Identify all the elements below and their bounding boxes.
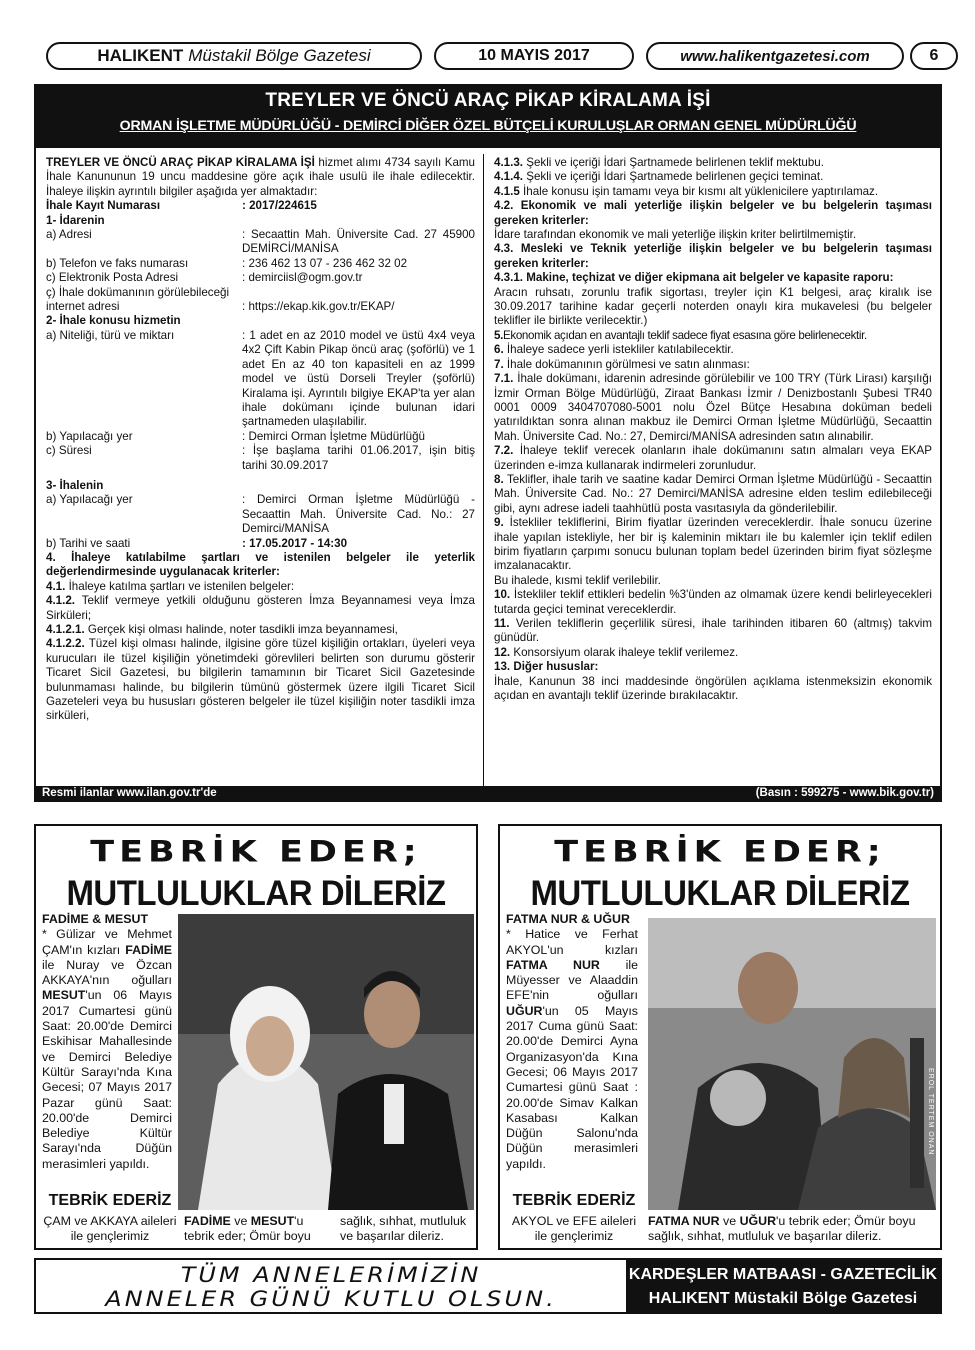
wishes-text-middle xyxy=(184,1214,334,1244)
item-7-2-text: İhaleye teklif verecek olanların ihale dokümanını satın almaları veya EKAP üzerinden e-imza kullanarak indirmeleri zorunludur. xyxy=(494,444,932,472)
item-4-1-5: 4.1.5 İhale konusu işin tamamı veya bir kısmı alt yüklenicilere yaptırılamaz. xyxy=(494,184,879,198)
docs-url-row xyxy=(46,286,475,315)
item-12: 12. Konsorsiyum olarak ihaleye teklif verilemez. xyxy=(494,645,739,659)
item-11: 11. Verilen tekliflerin geçerlilik süresi, ihale tarihinden itibaren 60 (altmış) takvim günüdür. xyxy=(494,617,932,645)
congrats-sign-text: TEBRİK EDERİZ xyxy=(48,1192,172,1209)
congrats-text xyxy=(506,912,638,1172)
email-row xyxy=(46,271,475,285)
congrats-text-c: 'un 06 Mayıs 2017 Cumartesi günü Saat: 20.00'de Demirci Eskihisar Mahallesinde ve Demirci Belediye Kültür Sarayı'nda Kına Gecesi; 07 Mayıs 2017 Pazar günü Saat: 20.00'de Demirci Belediye Kültür Sarayı'nda Düğün merasimleri yapıldı. xyxy=(42,988,172,1171)
item-4-2: 4.2. Ekonomik ve mali yeterliğe ilişkin belgeler ve bu belgelerin taşıması gereken kriterler: xyxy=(494,199,932,227)
item-9-b: Bu ihalede, kısmi teklif verilebilir. xyxy=(494,573,661,587)
docs-url-label: ç) İhale dokümanının görülebileceği internet adresi xyxy=(46,285,230,314)
phone-label: b) Telefon ve faks numarası xyxy=(46,256,189,270)
congrats-box-1 xyxy=(34,824,478,1250)
place-row xyxy=(46,430,475,444)
kayit-row xyxy=(46,199,475,213)
couple-photo xyxy=(648,918,936,1210)
families-text: ÇAM ve AKKAYA aileleri ile gençlerimiz xyxy=(43,1214,177,1243)
mothers-day-message xyxy=(36,1260,626,1312)
kayit-label: İhale Kayıt Numarası xyxy=(46,199,161,213)
notice-header xyxy=(36,86,940,148)
nature-value: : 1 adet en az 2010 model ve üstü 4x4 veya 4x2 Çift Kabin Pikap öncü araç (şoförlü) ve 1 adet En az 40 ton kapasiteli en az 1999 model ve üstü Dorseli Treyler (şoförlü) Kiralama işi. Ayrıntılı bilgiye EKAP'ta yer alan ihale dokümanı içinde bulunan idari şartnameden ulaşılabilir. xyxy=(242,328,475,429)
couple-names: FADİME & MESUT xyxy=(42,912,149,926)
printer-credit xyxy=(626,1260,940,1312)
congrats-text-c: 'un 05 Mayıs 2017 Cuma günü Saat: 20.00'de Demirci Ayna Organizasyon'da Kına Gecesi; 06 Mayıs 2017 Cumartesi günü Saat : 20.00'de Simav Kalkan Kasabası Kalkan Düğün Salonu'nda Düğün merasimleri yapıldı. xyxy=(506,1003,638,1171)
notice-intro xyxy=(46,156,475,199)
section-3: 3- İhalenin xyxy=(46,478,104,492)
item-4-1-2-2: 4.1.2.2. Tüzel kişi olması halinde, ilgisine göre tüzel kişiliğin ortakları, üyeleri veya kurucuları ile tüzel kişiliğin yönetimdeki görevlileri belirten son durumu gösterir Ticaret Sicil Gazetesi, bu bilgilerin tamamının bir Ticaret Sicil Gazetesinde bulunmaması halinde, bu bilgilerin tümünü göstermek üzere ilgili Ticaret Sicil Gazeteleri veya bu hususları gösteren belgeler ile tüzel kişiliğin noter tasdikli imza sirküleri, xyxy=(46,637,475,723)
item-5: 5.Ekonomik açıdan en avantajlı teklif sadece fiyat esasına göre belirlenecektir. xyxy=(494,328,867,342)
nature-label: a) Niteliği, türü ve miktarı xyxy=(46,328,175,342)
item-7-text: İhale dokümanının görülmesi ve satın alınması: xyxy=(506,357,750,371)
congrats-box-2 xyxy=(498,824,942,1250)
item-4-1-4: 4.1.4. Şekli ve içeriği İdari Şartnamede belirlenen geçici teminat. xyxy=(494,170,824,184)
duration-value: : İşe başlama tarihi 01.06.2017, işin bitiş tarihi 30.09.2017 xyxy=(242,444,475,472)
item-6-text: İhaleye sadece yerli istekliler katılabilecektir. xyxy=(506,343,734,357)
item-10: 10. İstekliler teklif ettikleri bedelin %3'ünden az olmamak üzere kendi belirleyecekleri tutarda geçici teminat vereceklerdir. xyxy=(494,588,932,616)
section-2: 2- İhale konusu hizmetin xyxy=(46,314,181,328)
item-4-1-2-text: Teklif vermeye yetkili olduğunu gösteren İmza Beyannamesi veya İmza Sirküleri; xyxy=(46,594,475,622)
phone-row xyxy=(46,257,475,271)
item-10-text: İstekliler teklif ettikleri bedelin %3'ünden az olmamak üzere kendi belirleyecekleri tutarda geçici teminat vereceklerdir. xyxy=(494,588,932,616)
notice-footer-right: (Basın : 599275 - www.bik.gov.tr) xyxy=(755,787,934,799)
tender-place-label: a) Yapılacağı yer xyxy=(46,493,133,507)
groom-name: MESUT xyxy=(42,988,86,1003)
item-4-2-text: İdare tarafından ekonomik ve mali yeterliğe ilişkin kriter belirtilmemiştir. xyxy=(494,228,857,242)
intro-bold: TREYLER VE ÖNCÜ ARAÇ PİKAP KİRALAMA İŞİ xyxy=(46,156,315,169)
issue-date: 10 MAYIS 2017 xyxy=(434,42,634,70)
notice-left-column xyxy=(36,154,484,786)
item-4-1-2-2-text: Tüzel kişi olması halinde, ilgisine göre tüzel kişiliğin ortakları, üyeleri veya kurucuları ile tüzel kişiliğin yönetimdeki görevlileri belirten son durumu gösterir Ticaret Sicil Gazetesi, bu bilgilerin tamamının bir Ticaret Sicil Gazetesinde bulunmaması halinde, bu bilgilerin tümünü göstermek üzere ilgili Ticaret Sicil Gazeteleri veya bu hususları gösteren belgeler ile tüzel kişiliğin noter tasdikli imza sirküleri, xyxy=(46,637,475,723)
wishes-and: ve xyxy=(230,1214,251,1228)
phone-value: : 236 462 13 07 - 236 462 32 02 xyxy=(242,256,408,270)
item-4-1-2-1-text: Gerçek kişi olması halinde, noter tasdikli imza beyannamesi, xyxy=(87,623,398,636)
notice-subtitle: ORMAN İŞLETME MÜDÜRLÜĞÜ - DEMİRCİ DİĞER ÖZEL BÜTÇELİ KURULUŞLAR ORMAN GENEL MÜDÜRLÜĞÜ xyxy=(119,118,857,134)
mothers-day-line-2: ANNELER GÜNÜ KUTLU OLSUN. xyxy=(105,1286,557,1312)
page-number: 6 xyxy=(910,42,958,70)
photo-credit: EROL TERTEM ONAN xyxy=(927,1068,934,1156)
paper-name xyxy=(46,42,422,70)
section-1: 1- İdarenin xyxy=(46,213,105,227)
tender-notice xyxy=(34,84,942,802)
item-13-text: İhale, Kanunun 38 inci maddesinde öngörülen açıklama istenmeksizin ekonomik açıdan en avantajlı teklif üzerinde bırakılacaktır. xyxy=(494,674,932,703)
tender-place-row xyxy=(46,493,475,536)
wishes-groom: UĞUR xyxy=(739,1214,777,1228)
wishes-bride: FADİME xyxy=(184,1214,231,1228)
item-7-2: 7.2. İhaleye teklif verecek olanların ihale dokümanını satın almaları veya EKAP üzerinden e-imza kullanarak indirmeleri zorunludur. xyxy=(494,444,932,472)
wishes-rest: 'u tebrik eder; Ömür boyu xyxy=(184,1214,311,1243)
item-4-1-2: 4.1.2. Teklif vermeye yetkili olduğunu gösteren İmza Beyannamesi veya İmza Sirküleri; xyxy=(46,594,475,622)
item-4-1-4-text: Şekli ve içeriği İdari Şartnamede belirlenen geçici teminat. xyxy=(526,170,824,184)
item-4-1: 4.1. İhaleye katılma şartları ve istenilen belgeler: xyxy=(46,579,295,593)
address-value: : Secaattin Mah. Üniversite Cad. 27 45900 DEMİRCİ/MANİSA xyxy=(242,228,475,256)
congrats-heading-2: MUTLULUKLAR DİLERİZ xyxy=(530,872,910,913)
couple-photo-illustration xyxy=(648,918,936,1210)
item-7-1: 7.1. İhale dokümanı, idarenin adresinde görülebilir ve 100 TRY (Türk Lirası) karşılığı İzmir Orman Bölge Müdürlüğü, Ziraat Bankası İzmir / Denizbostanlı Şubesi TR40 0001 0009 3404707080-5001 nolu Özel Bütçe Hesabına doküman bedeli yatırıldıktan sonra alınan makbuz ile Demirci Orman İşletme Müdürlüğü, Secaattin Mah. Üniversite Cad. No.: 27, Demirci/MANİSA adresinden satın alınabilir. xyxy=(494,372,932,443)
item-4-3: 4.3. Mesleki ve Teknik yeterliğe ilişkin belgeler ve bu belgelerin taşıması gereken kriterler: xyxy=(494,242,932,270)
notice-columns xyxy=(36,154,940,786)
item-8-text: Teklifler, ihale tarih ve saatine kadar Demirci Orman İşletme Müdürlüğü - Secaattin Mah. Üniversite Cad. No.: 27 Demirci/MANİSA adresine elden teslim edilebileceği gibi, aynı adrese iadeli taahhütlü posta vasıtasıyla da gönderilebilir. xyxy=(494,472,933,515)
paper-name-italic: Müstakil Bölge Gazetesi xyxy=(188,46,371,65)
wishes-text-right: sağlık, sıhhat, mutluluk ve başarılar dileriz. xyxy=(340,1214,467,1243)
item-13: 13. Diğer hususlar: xyxy=(494,660,599,674)
notice-right-column xyxy=(484,154,940,786)
wishes-groom: MESUT xyxy=(250,1214,295,1228)
wishes-and: ve xyxy=(719,1214,740,1228)
duration-row xyxy=(46,444,475,473)
address-label: a) Adresi xyxy=(46,228,92,242)
congrats-heading-2: MUTLULUKLAR DİLERİZ xyxy=(66,872,446,913)
printer-line-2: HALIKENT Müstakil Bölge Gazetesi xyxy=(648,1290,918,1307)
congrats-text-b: ile Müyesser ve Alaaddin EFE'nin oğulları xyxy=(506,957,639,1003)
item-8: 8. Teklifler, ihale tarih ve saatine kadar Demirci Orman İşletme Müdürlüğü - Secaattin Mah. Üniversite Cad. No.: 27 Demirci/MANİSA adresine elden teslim edilebileceği gibi, aynı adrese iadeli taahhütlü posta vasıtasıyla da gönderilebilir. xyxy=(494,472,933,515)
intro-text: hizmet alımı 4734 sayılı Kamu İhale Kanununun 19 uncu maddesine göre açık ihale usulü ile ihale edilecektir. İhaleye ilişkin ayrıntılı bilgiler aşağıda yer almaktadır: xyxy=(46,156,476,198)
item-6: 6. İhaleye sadece yerli istekliler katılabilecektir. xyxy=(494,343,734,357)
tender-time-row xyxy=(46,537,475,551)
printer-line-1: KARDEŞLER MATBAASI - GAZETECİLİK xyxy=(628,1266,938,1283)
place-label: b) Yapılacağı yer xyxy=(46,429,133,443)
paper-name-bold: HALIKENT xyxy=(97,46,184,65)
email-label: c) Elektronik Posta Adresi xyxy=(46,271,179,285)
duration-label: c) Süresi xyxy=(46,444,92,458)
tender-time-label: b) Tarihi ve saati xyxy=(46,536,131,550)
address-row xyxy=(46,228,475,257)
item-4-1-3-text: Şekli ve içeriği İdari Şartnamede belirlenen teklif mektubu. xyxy=(526,156,824,169)
place-value: : Demirci Orman İşletme Müdürlüğü xyxy=(242,429,425,443)
congrats-text-a: * Hatice ve Ferhat AKYOL'un kızları xyxy=(506,927,638,957)
item-9-text: İstekliler tekliflerini, Birim fiyatlar üzerinden vereceklerdir. İhale sonucu üzerine ihale yapılan istekliyle, her bir iş kaleminin miktarı ile bu kalemler için teklif edilen birim fiyatların çarpımı sonucu bulunan toplam bedel üzerinden birim fiyat sözleşme imzalanacaktır. xyxy=(494,516,932,573)
item-9: 9. İstekliler tekliflerini, Birim fiyatlar üzerinden vereceklerdir. İhale sonucu üzerine ihale yapılan istekliyle, her bir iş kaleminin miktarı ile bu kalemler için teklif edilen birim fiyatların çarpımı sonucu bulunan toplam bedel üzerinden birim fiyat sözleşme imzalanacaktır. xyxy=(494,516,932,573)
wishes-bride: FATMA NUR xyxy=(648,1214,720,1228)
families-text: AKYOL ve EFE aileleri ile gençlerimiz xyxy=(511,1214,637,1243)
nature-row xyxy=(46,329,475,430)
groom-name: UĞUR xyxy=(506,1003,543,1018)
congrats-heading-1: TEBRİK EDER; xyxy=(90,835,422,869)
docs-url-value[interactable]: : https://ekap.kik.gov.tr/EKAP/ xyxy=(242,300,395,314)
item-4-1-2-1: 4.1.2.1. Gerçek kişi olması halinde, noter tasdikli imza beyannamesi, xyxy=(46,623,398,636)
item-12-text: Konsorsiyum olarak ihaleye teklif verilemez. xyxy=(513,645,739,659)
item-4-3-1-text: Aracın ruhsatı, zorunlu trafik sigortası, treyler için K1 belgesi, araç kiralık ise 30.09.2017 tarihine kadar geçerli noterden onaylı kira mukavelesi (bu belgeler teklifler ile birlikte verilecektir.) xyxy=(494,285,932,328)
item-7-1-text: İhale dokümanı, idarenin adresinde görülebilir ve 100 TRY (Türk Lirası) karşılığı İzmir Orman Bölge Müdürlüğü, Ziraat Bankası İzmir / Denizbostanlı Şubesi TR40 0001 0009 3404707080-5001 nolu Özel Bütçe Hesabına doküman bedeli yatırıldıktan sonra alınan makbuz ile Demirci Orman İşletme Müdürlüğü, Secaattin Mah. Üniversite Cad. No.: 27, Demirci/MANİSA adresinden satın alınabilir. xyxy=(494,372,932,443)
congrats-sign xyxy=(506,1192,642,1210)
congrats-sign-text: TEBRİK EDERİZ xyxy=(512,1192,636,1209)
notice-footer-left: Resmi ilanlar www.ilan.gov.tr'de xyxy=(42,787,217,799)
notice-footer xyxy=(36,786,940,800)
couple-names: FATMA NUR & UĞUR xyxy=(506,912,630,926)
congrats-sign xyxy=(42,1192,178,1210)
tender-time-value: : 17.05.2017 - 14:30 xyxy=(242,536,348,550)
bride-name: FATMA NUR xyxy=(506,957,600,972)
page-header xyxy=(34,40,942,76)
wishes-text-middle xyxy=(648,1214,940,1244)
couple-photo xyxy=(178,914,474,1210)
page-footer xyxy=(34,1258,942,1314)
item-4-1-text: İhaleye katılma şartları ve istenilen belgeler: xyxy=(68,579,295,593)
congrats-text xyxy=(42,912,172,1172)
item-7: 7. İhale dokümanının görülmesi ve satın alınması: xyxy=(494,357,750,371)
email-value[interactable]: : demirciisl@ogm.gov.tr xyxy=(242,271,363,285)
section-4: 4. İhaleye katılabilme şartları ve istenilen belgeler ile yeterlik değerlendirmesinde uygulanacak kriterler: xyxy=(46,550,475,579)
congrats-text-a: * Gülizar ve Mehmet ÇAM'ın kızları xyxy=(42,927,172,957)
tender-place-value: : Demirci Orman İşletme Müdürlüğü - Secaattin Mah. Üniversite Cad. No.: 27 Demirci/MANİSA xyxy=(242,493,475,536)
notice-title: TREYLER VE ÖNCÜ ARAÇ PİKAP KİRALAMA İŞİ xyxy=(265,90,711,111)
couple-photo-illustration xyxy=(178,914,474,1210)
congrats-text-b: ile Nuray ve Özcan AKKAYA'nın oğulları xyxy=(42,957,172,988)
item-5-text: Ekonomik açıdan en avantajlı teklif sadece fiyat esasına göre belirlenecektir. xyxy=(502,328,867,342)
item-4-3-1: 4.3.1. Makine, teçhizat ve diğer ekipmana ait belgeler ve kapasite raporu: xyxy=(494,271,894,285)
item-4-1-5-text: İhale konusu işin tamamı veya bir kısmı alt yüklenicilere yaptırılamaz. xyxy=(523,184,879,198)
kayit-value: : 2017/224615 xyxy=(242,199,317,213)
item-11-text: Verilen tekliflerin geçerlilik süresi, ihale tarihinden itibaren 60 (altmış) takvim günüdür. xyxy=(494,617,932,645)
bride-name: FADİME xyxy=(125,942,172,957)
item-4-1-3: 4.1.3. Şekli ve içeriği İdari Şartnamede belirlenen teklif mektubu. xyxy=(494,156,824,169)
congrats-heading-1: TEBRİK EDER; xyxy=(554,835,886,869)
website-link[interactable]: www.halikentgazetesi.com xyxy=(646,42,904,70)
mothers-day-line-1: TÜM ANNELERİMİZİN xyxy=(180,1262,482,1288)
wishes-rest: 'u tebrik eder; Ömür boyu sağlık, sıhhat, mutluluk ve başarılar dileriz. xyxy=(648,1214,916,1243)
